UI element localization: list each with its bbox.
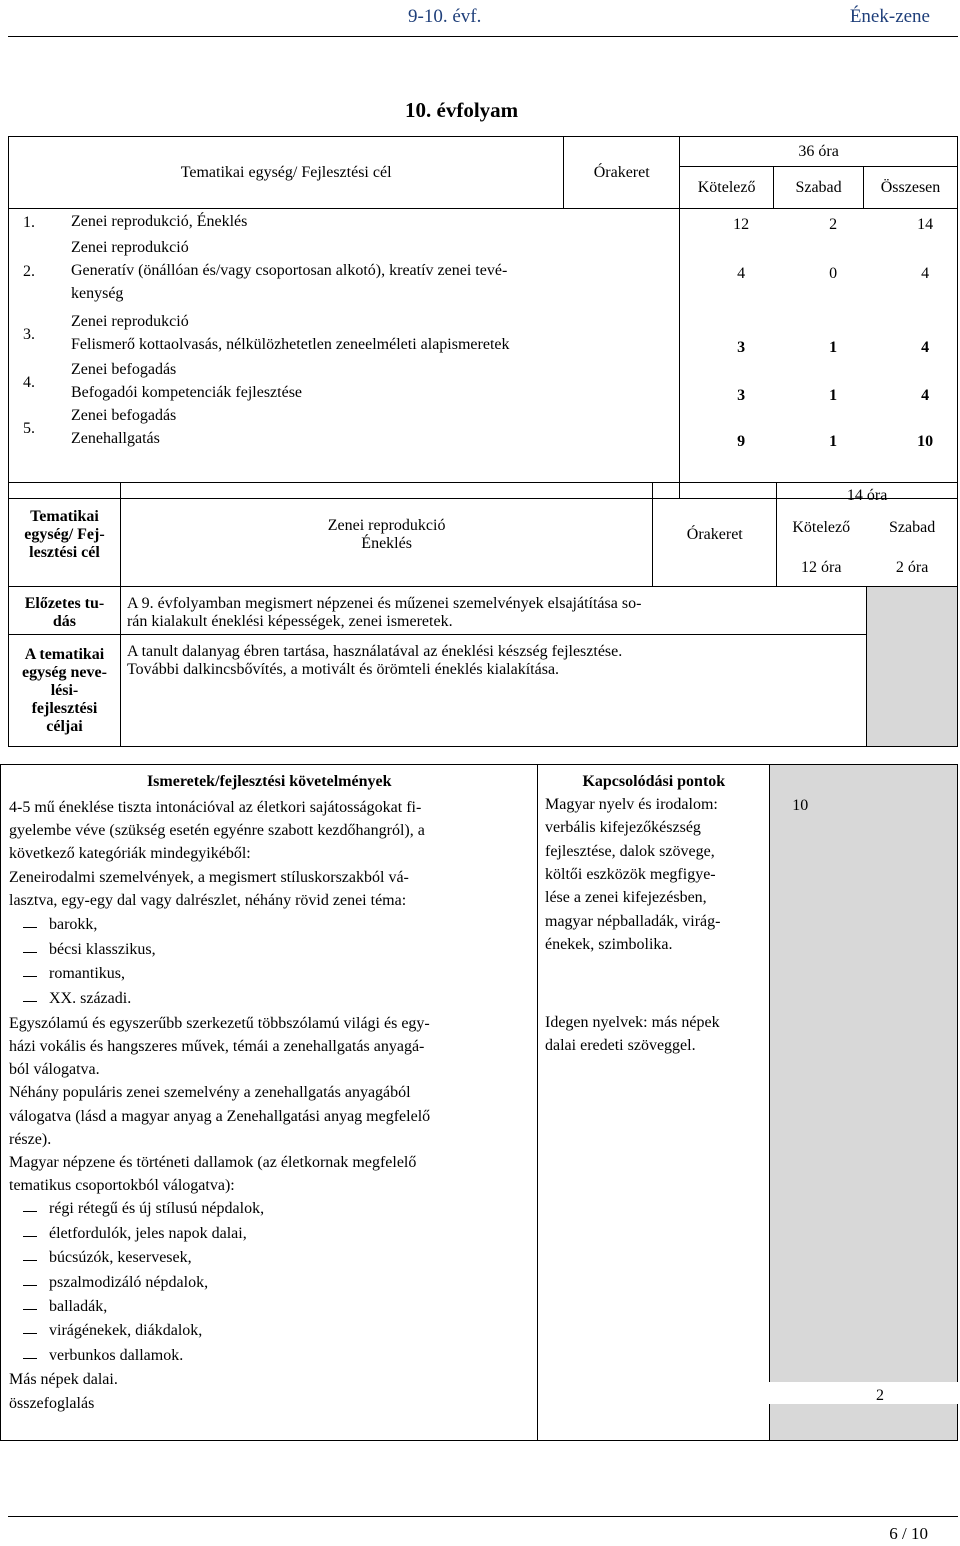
list-dash bbox=[23, 1333, 37, 1334]
connection-text: énekek, szimbolika. bbox=[545, 935, 673, 953]
overview-row-number: 4. bbox=[23, 373, 35, 391]
overview-row-free: 1 bbox=[829, 339, 838, 356]
list-dash bbox=[23, 1358, 37, 1359]
connection-text: magyar népballadák, virág- bbox=[545, 912, 721, 930]
list-dash bbox=[23, 1260, 37, 1261]
unit-free-label: Szabad bbox=[889, 519, 936, 536]
list-item: bécsi klasszikus, bbox=[49, 940, 156, 958]
connection-text: Magyar nyelv és irodalom: bbox=[545, 796, 718, 813]
connection-text: Idegen nyelvek: más népek bbox=[545, 1014, 720, 1031]
header-right: Ének-zene bbox=[849, 6, 930, 27]
overview-row-free: 0 bbox=[829, 265, 838, 282]
overview-row-free: 1 bbox=[829, 433, 838, 450]
unit-name: Zenei reprodukció Éneklés bbox=[120, 483, 652, 587]
requirements-text: tematikus csoportokból válogatva): bbox=[9, 1177, 235, 1195]
requirements-heading: Ismeretek/fejlesztési követelmények bbox=[146, 773, 392, 790]
summary-label: összefoglalás bbox=[9, 1395, 95, 1413]
unit-frame-label: Órakeret bbox=[653, 483, 777, 587]
overview-row-number: 5. bbox=[23, 419, 35, 437]
list-item: pszalmodizáló népdalok, bbox=[49, 1273, 209, 1291]
overview-row-free: 2 bbox=[829, 216, 838, 233]
requirements-text: válogatva (lásd a magyar anyag a Zenehallgatási anyag megfelelő bbox=[9, 1107, 431, 1125]
overview-row-req: 4 bbox=[737, 265, 746, 282]
list-dash bbox=[23, 952, 37, 953]
page-number: 6 / 10 bbox=[889, 1524, 928, 1543]
requirements-table bbox=[0, 764, 958, 1441]
requirements-text: következő kategóriák mindegyikéből: bbox=[9, 845, 251, 863]
overview-row-number: 1. bbox=[23, 214, 35, 231]
requirements-text: Más népek dalai. bbox=[9, 1371, 118, 1389]
overview-row-total: 4 bbox=[921, 387, 930, 404]
overview-row-req: 9 bbox=[737, 433, 746, 450]
connections-heading: Kapcsolódási pontok bbox=[582, 773, 726, 790]
list-dash bbox=[23, 1236, 37, 1237]
page-title: 10. évfolyam bbox=[405, 98, 519, 122]
list-dash bbox=[23, 927, 37, 928]
overview-row-text: Zenei befogadás bbox=[71, 407, 177, 424]
list-item: életfordulók, jeles napok dalai, bbox=[49, 1224, 247, 1242]
requirements-cell bbox=[1, 765, 538, 1441]
connection-text: fejlesztése, dalok szövege, bbox=[545, 842, 715, 860]
overview-row-text: Zenei reprodukció bbox=[71, 239, 189, 256]
unit-hours: 14 óra bbox=[846, 487, 888, 504]
requirements-text: része). bbox=[9, 1130, 52, 1148]
overview-row-total: 4 bbox=[921, 265, 930, 282]
list-item: virágénekek, diákdalok, bbox=[49, 1322, 203, 1340]
requirements-hours: 10 bbox=[792, 797, 809, 814]
shaded-cell bbox=[867, 587, 958, 747]
overview-row-text: Zenehallgatás bbox=[71, 430, 160, 447]
requirements-text: Magyar népzene és történeti dallamok (az életkornak megfelelő bbox=[9, 1154, 417, 1171]
footer-rule bbox=[8, 1516, 958, 1517]
requirements-text: lasztva, egy-egy dal vagy dalrészlet, néhány rövid zenei téma: bbox=[9, 891, 407, 909]
unit-hours-cell bbox=[777, 483, 958, 587]
requirements-text: gyelembe véve (szükség esetén egyénre szabott kezdőhangról), a bbox=[9, 822, 425, 840]
overview-row-req: 3 bbox=[737, 387, 746, 404]
overview-row-number: 3. bbox=[23, 325, 35, 343]
list-item: XX. századi. bbox=[49, 990, 132, 1008]
requirements-text: Néhány populáris zenei szemelvény a zenehallgatás anyagából bbox=[9, 1084, 411, 1102]
overview-row-req: 3 bbox=[737, 339, 746, 356]
unit-table bbox=[8, 482, 958, 747]
overview-row-text: Generatív (önállóan és/vagy csoportosan alkotó), kreatív zenei tevé- bbox=[71, 262, 508, 279]
list-item: barokk, bbox=[49, 916, 98, 933]
connection-text: verbális kifejezőkészség bbox=[545, 819, 701, 837]
unit-label: Tematikai egység/ Fej- lesztési cél bbox=[9, 483, 121, 587]
overview-row-req: 12 bbox=[733, 216, 750, 233]
overview-row-total: 14 bbox=[917, 216, 934, 233]
overview-row-total: 10 bbox=[917, 433, 934, 450]
requirements-text: Zeneirodalmi szemelvények, a megismert stíluskorszakból vá- bbox=[9, 868, 409, 886]
list-dash bbox=[23, 1001, 37, 1002]
overview-hours-cell bbox=[680, 209, 958, 499]
header-rule bbox=[8, 36, 958, 37]
overview-total-hours: 36 óra bbox=[680, 137, 958, 167]
goals-text: A tanult dalanyag ébren tartása, használatával az éneklési készség fejlesztése. További dalkincsbővítés, a motivált és örömteli éneklés kialakítása. bbox=[120, 635, 866, 747]
overview-table bbox=[8, 136, 958, 499]
list-item: régi rétegű és új stílusú népdalok, bbox=[49, 1200, 265, 1218]
prior-knowledge-text: A 9. évfolyamban megismert népzenei és műzenei szemelvények elsajátítása so- rán kialakult éneklési képességek, zenei ismeretek. bbox=[120, 587, 866, 635]
overview-row-free: 1 bbox=[829, 387, 838, 404]
list-item: búcsúzók, keservesek, bbox=[49, 1249, 192, 1267]
list-dash bbox=[23, 1211, 37, 1212]
header-left: 9-10. évf. bbox=[408, 6, 482, 27]
overview-row-text: Felismerő kottaolvasás, nélkülözhetetlen zeneelméleti alapismeretek bbox=[71, 336, 510, 353]
summary-hours: 2 bbox=[876, 1387, 884, 1404]
connection-text: dalai eredeti szöveggel. bbox=[545, 1037, 696, 1055]
list-item: verbunkos dallamok. bbox=[49, 1346, 184, 1364]
overview-frame-header: Órakeret bbox=[564, 137, 680, 209]
list-dash bbox=[23, 976, 37, 977]
overview-row-number: 2. bbox=[23, 263, 35, 280]
overview-total-header: Összesen bbox=[864, 167, 958, 209]
requirements-text: ból válogatva. bbox=[9, 1061, 100, 1079]
unit-required-label: Kötelező bbox=[792, 519, 851, 536]
requirements-text: házi vokális és hangszeres művek, témái a zenehallgatás anyagá- bbox=[9, 1038, 425, 1055]
unit-required-hours: 12 óra bbox=[801, 559, 842, 576]
overview-free-header: Szabad bbox=[774, 167, 864, 209]
list-item: romantikus, bbox=[49, 965, 125, 983]
unit-free-hours: 2 óra bbox=[895, 559, 929, 576]
overview-row-text: Zenei reprodukció bbox=[71, 313, 189, 330]
connection-text: lése a zenei kifejezésben, bbox=[545, 889, 707, 907]
summary-band bbox=[538, 1382, 958, 1404]
goals-label: A tematikai egység neve- lési- fejlesztési céljai bbox=[9, 635, 121, 747]
overview-row-text: Zenei befogadás bbox=[71, 361, 177, 378]
overview-row-text: Befogadói kompetenciák fejlesztése bbox=[71, 384, 303, 401]
connection-text: költői eszközök megfigye- bbox=[545, 865, 716, 883]
overview-units-cell bbox=[9, 209, 680, 499]
overview-row-total: 4 bbox=[921, 339, 930, 356]
overview-unit-header: Tematikai egység/ Fejlesztési cél bbox=[9, 137, 564, 209]
prior-knowledge-label: Előzetes tu- dás bbox=[9, 587, 121, 635]
requirements-text: 4-5 mű éneklése tiszta intonációval az életkori sajátosságokat fi- bbox=[9, 799, 422, 816]
overview-row-text: kenység bbox=[71, 285, 124, 302]
overview-row-text: Zenei reprodukció, Éneklés bbox=[71, 213, 248, 230]
list-item: balladák, bbox=[49, 1298, 108, 1315]
overview-required-header: Kötelező bbox=[680, 167, 774, 209]
list-dash bbox=[23, 1309, 37, 1310]
requirements-text: Egyszólamú és egyszerűbb szerkezetű többszólamú világi és egy- bbox=[9, 1014, 430, 1032]
list-dash bbox=[23, 1285, 37, 1286]
hours-cell bbox=[770, 765, 958, 1441]
